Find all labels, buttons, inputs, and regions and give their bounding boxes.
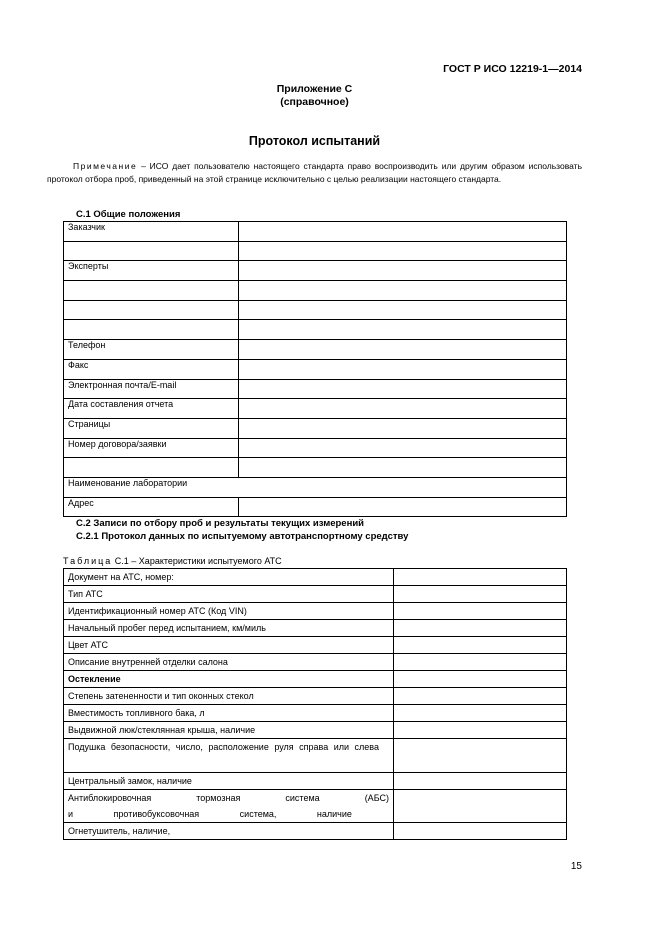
value-cell[interactable]: [239, 340, 567, 360]
row-label: Центральный замок, наличие: [64, 773, 394, 790]
value-cell[interactable]: [239, 399, 567, 419]
value-cell[interactable]: [394, 637, 567, 654]
row-label: Цвет АТС: [64, 637, 394, 654]
row-label: [64, 300, 239, 320]
table-row: [64, 705, 567, 722]
value-cell[interactable]: [394, 790, 567, 823]
row-label: Дата составления отчета: [64, 399, 239, 419]
value-cell[interactable]: [239, 359, 567, 379]
table-row: [64, 222, 567, 242]
table-row: [64, 418, 567, 438]
table-row: [64, 739, 567, 773]
row-label: Вместимость топливного бака, л: [64, 705, 394, 722]
row-label: Описание внутренней отделки салона: [64, 654, 394, 671]
section-c21-heading: С.2.1 Протокол данных по испытуемому автотранспортному средству: [76, 531, 409, 542]
value-cell[interactable]: [394, 603, 567, 620]
section-c2-heading: С.2 Записи по отбору проб и результаты текущих измерений: [76, 518, 365, 529]
row-label: Начальный пробег перед испытанием, км/миль: [64, 620, 394, 637]
row-label: Идентификационный номер АТС (Код VIN): [64, 603, 394, 620]
note-text: – ИСО дает пользователю настоящего стандарта право воспроизводить или другим образом использовать протокол отбора проб, приведенный на этой странице исключительно с целью реализации настоящего стандарта.: [47, 161, 582, 184]
annex-label: Приложение С: [276, 83, 353, 95]
table-caption-prefix: Таблица: [63, 556, 113, 566]
general-info-table: [63, 221, 567, 517]
value-cell[interactable]: [394, 773, 567, 790]
table-caption: [63, 556, 282, 566]
row-label: Номер договора/заявки: [64, 438, 239, 458]
value-cell[interactable]: [394, 671, 567, 688]
table-row: [64, 359, 567, 379]
table-row: [64, 261, 567, 281]
table-row: [64, 722, 567, 739]
value-cell[interactable]: [394, 569, 567, 586]
table-row: [64, 688, 567, 705]
row-label: [64, 281, 239, 301]
row-label: Степень затененности и тип оконных стекол: [64, 688, 394, 705]
value-cell[interactable]: [239, 497, 567, 517]
row-label: Выдвижной люк/стеклянная крыша, наличие: [64, 722, 394, 739]
value-cell[interactable]: [394, 688, 567, 705]
table-row: [64, 654, 567, 671]
row-label: Огнетушитель, наличие,: [64, 823, 394, 840]
row-label: Заказчик: [64, 222, 239, 242]
row-label-full: Наименование лаборатории: [64, 477, 567, 497]
table-row: [64, 823, 567, 840]
table-row: [64, 586, 567, 603]
table-row: [64, 620, 567, 637]
vehicle-characteristics-table: [63, 568, 567, 840]
value-cell[interactable]: [394, 705, 567, 722]
table-row: [64, 790, 567, 823]
table-row: [64, 458, 567, 478]
value-cell[interactable]: [394, 654, 567, 671]
table-row: [64, 497, 567, 517]
value-cell[interactable]: [394, 722, 567, 739]
row-label: [64, 241, 239, 261]
row-label-bold: Остекление: [64, 671, 394, 688]
table-row: [64, 379, 567, 399]
table-row: [64, 603, 567, 620]
value-cell[interactable]: [394, 620, 567, 637]
table-row: [64, 477, 567, 497]
annex-heading: [0, 83, 629, 109]
value-cell[interactable]: [239, 320, 567, 340]
table-row: [64, 241, 567, 261]
page-title: Протокол испытаний: [248, 134, 381, 148]
row-label: Тип АТС: [64, 586, 394, 603]
table-row: [64, 637, 567, 654]
row-label: Страницы: [64, 418, 239, 438]
value-cell[interactable]: [239, 379, 567, 399]
section-c1-heading: С.1 Общие положения: [76, 209, 181, 220]
standard-header: ГОСТ Р ИСО 12219-1—2014: [443, 63, 582, 75]
table-row: [64, 340, 567, 360]
row-label: [64, 320, 239, 340]
row-label: Электронная почта/E-mail: [64, 379, 239, 399]
row-label: Документ на АТС, номер:: [64, 569, 394, 586]
table-row: [64, 300, 567, 320]
table-row: [64, 281, 567, 301]
row-label: Антиблокировочная тормозная система (АБС) и противобуксовочная система, наличие: [64, 790, 394, 823]
annex-type: (справочное): [280, 96, 349, 108]
value-cell[interactable]: [239, 458, 567, 478]
row-label: Телефон: [64, 340, 239, 360]
value-cell[interactable]: [239, 261, 567, 281]
value-cell[interactable]: [239, 222, 567, 242]
value-cell[interactable]: [239, 418, 567, 438]
table-caption-text: С.1 – Характеристики испытуемого АТС: [112, 556, 282, 566]
value-cell[interactable]: [394, 823, 567, 840]
row-label: [64, 458, 239, 478]
table-row: [64, 671, 567, 688]
value-cell[interactable]: [394, 739, 567, 773]
table-row: [64, 399, 567, 419]
table-row: [64, 569, 567, 586]
value-cell[interactable]: [394, 586, 567, 603]
value-cell[interactable]: [239, 300, 567, 320]
table-row: [64, 438, 567, 458]
value-cell[interactable]: [239, 438, 567, 458]
note-paragraph: [47, 160, 582, 186]
row-label: Факс: [64, 359, 239, 379]
row-label: Адрес: [64, 497, 239, 517]
value-cell[interactable]: [239, 241, 567, 261]
row-label: Эксперты: [64, 261, 239, 281]
table-row: [64, 773, 567, 790]
table-row: [64, 320, 567, 340]
note-label: Примечание: [73, 161, 138, 171]
value-cell[interactable]: [239, 281, 567, 301]
row-label: Подушка безопасности, число, расположение руля справа или слева: [64, 739, 394, 773]
page-number: 15: [570, 861, 582, 872]
